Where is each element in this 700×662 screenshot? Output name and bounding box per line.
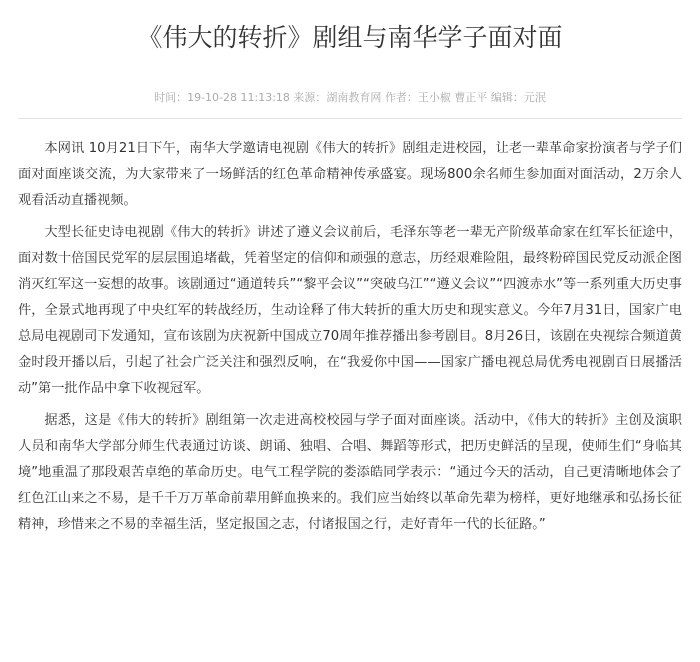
meta-editor-label: 编辑： <box>490 91 524 104</box>
article-title: 《伟大的转折》剧组与南华学子面对面 <box>137 23 563 52</box>
meta-time-label: 时间： <box>154 91 188 104</box>
meta-source: 湖南教育网 <box>326 91 382 104</box>
meta-author: 王小椒 曹正平 <box>417 91 488 104</box>
meta-author-label: 作者： <box>384 91 418 104</box>
meta-source-label: 来源： <box>293 91 327 104</box>
paragraph-3: 据悉，这是《伟大的转折》剧组第一次走进高校校园与学子面对面座谈。活动中，《伟大的转折》主创及演职人员和南华大学部分师生代表通过访谈、朗诵、独唱、合唱、舞蹈等形式，把历史鲜活的呈现，使师生们“身临其境”地重温了那段艰苦卓绝的革命历史。电气工程学院的娄添皓同学表示：“通过今天的活动，自己更清晰地体会了红色江山来之不易，是千千万万革命前辈用鲜血换来的。我们应当始终以革命先辈为榜样，更好地继承和弘扬长征精神，珍惜来之不易的幸福生活，坚定报国之志，付诸报国之行，走好青年一代的长征路。” <box>18 413 682 532</box>
meta-time: 19-10-28 11:13:18 <box>187 91 290 104</box>
header-divider <box>18 118 682 119</box>
paragraph-2: 大型长征史诗电视剧《伟大的转折》讲述了遵义会议前后，毛泽东等老一辈无产阶级革命家在红军长征途中，面对数十倍国民党军的层层围追堵截，凭着坚定的信仰和顽强的意志，历经艰难险阻，最终粉碎国民党反动派企图消灭红军这一妄想的故事。该剧通过“通道转兵”“黎平会议”“突破乌江”“遵义会议”“四渡赤水”等一系列重大历史事件，全景式地再现了中央红军的转战经历，生动诠释了伟大转折的重大历史和现实意义。今年7月31日，国家广电总局电视剧司下发通知，宣布该剧为庆祝新中国成立70周年推荐播出参考剧目。8月26日，该剧在央视综合频道黄金时段开播以后，引起了社会广泛关注和强烈反响，在“我爱你中国——国家广播电视总局优秀电视剧百日展播活动”第一批作品中拿下收视冠军。 <box>18 225 682 396</box>
paragraph-1: 本网讯 10月21日下午，南华大学邀请电视剧《伟大的转折》剧组走进校园，让老一辈革命家扮演者与学子们面对面座谈交流，为大家带来了一场鲜活的红色革命精神传承盛宴。现场800余名师生参加面对面活动，2万余人观看活动直播视频。 <box>18 141 682 208</box>
meta-editor: 元泯 <box>523 91 546 104</box>
article-meta <box>0 89 700 107</box>
article-body <box>18 136 682 544</box>
